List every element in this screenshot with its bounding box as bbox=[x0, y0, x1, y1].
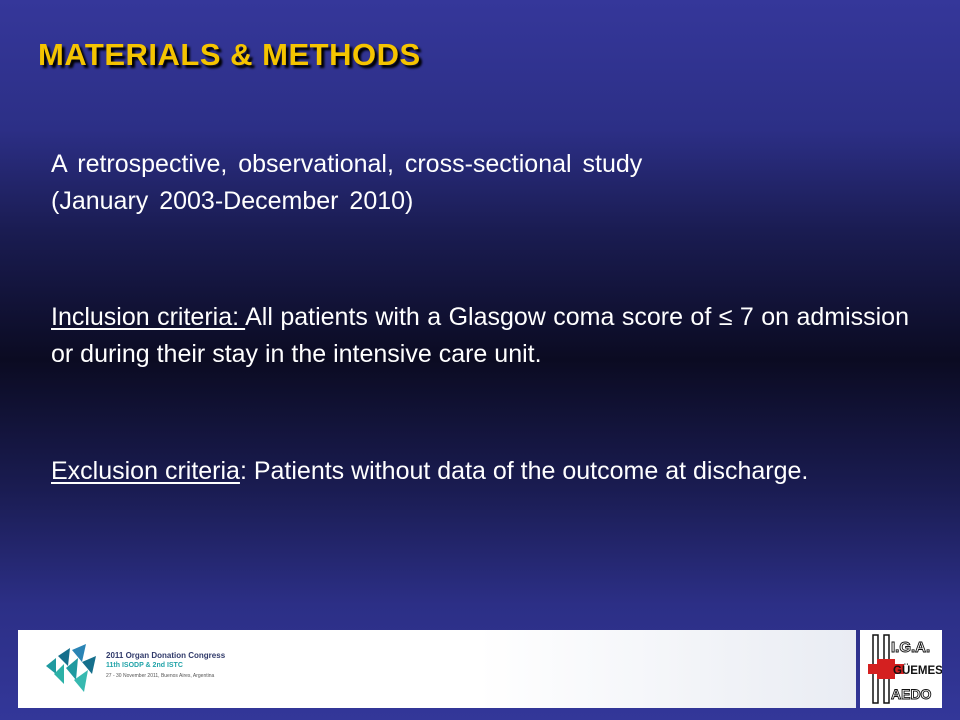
inclusion-text: All patients with a Glasgow coma score of ≤ 7 on admission or during their stay in the intensive care unit. bbox=[51, 303, 909, 368]
hospital-logo bbox=[860, 630, 942, 708]
svg-text:GÜEMES: GÜEMES bbox=[893, 665, 942, 677]
exclusion-label: Exclusion criteria bbox=[51, 457, 240, 485]
hospital-logo-icon bbox=[860, 630, 942, 708]
study-description bbox=[51, 146, 909, 220]
inclusion-label: Inclusion criteria: bbox=[51, 303, 246, 331]
svg-text:AEDO: AEDO bbox=[891, 686, 932, 702]
congress-editions: 11th ISODP & 2nd ISTC bbox=[106, 662, 183, 669]
study-line-1: A retrospective, observational, cross-sectional study bbox=[51, 150, 643, 178]
congress-name: 2011 Organ Donation Congress bbox=[106, 651, 226, 660]
study-line-2: (January 2003-December 2010) bbox=[51, 187, 414, 215]
congress-arrows-logo-icon bbox=[44, 644, 98, 694]
inclusion-criteria bbox=[51, 299, 909, 373]
footer-band bbox=[18, 630, 856, 708]
slide-title: MATERIALS & METHODS bbox=[38, 37, 421, 72]
congress-dates: 27 - 30 November 2011, Buenos Aires, Argentina bbox=[106, 673, 215, 679]
svg-text:I.G.A.: I.G.A. bbox=[891, 639, 931, 656]
exclusion-criteria bbox=[51, 453, 909, 490]
exclusion-text: : Patients without data of the outcome at discharge. bbox=[239, 457, 809, 485]
congress-info bbox=[106, 651, 225, 682]
